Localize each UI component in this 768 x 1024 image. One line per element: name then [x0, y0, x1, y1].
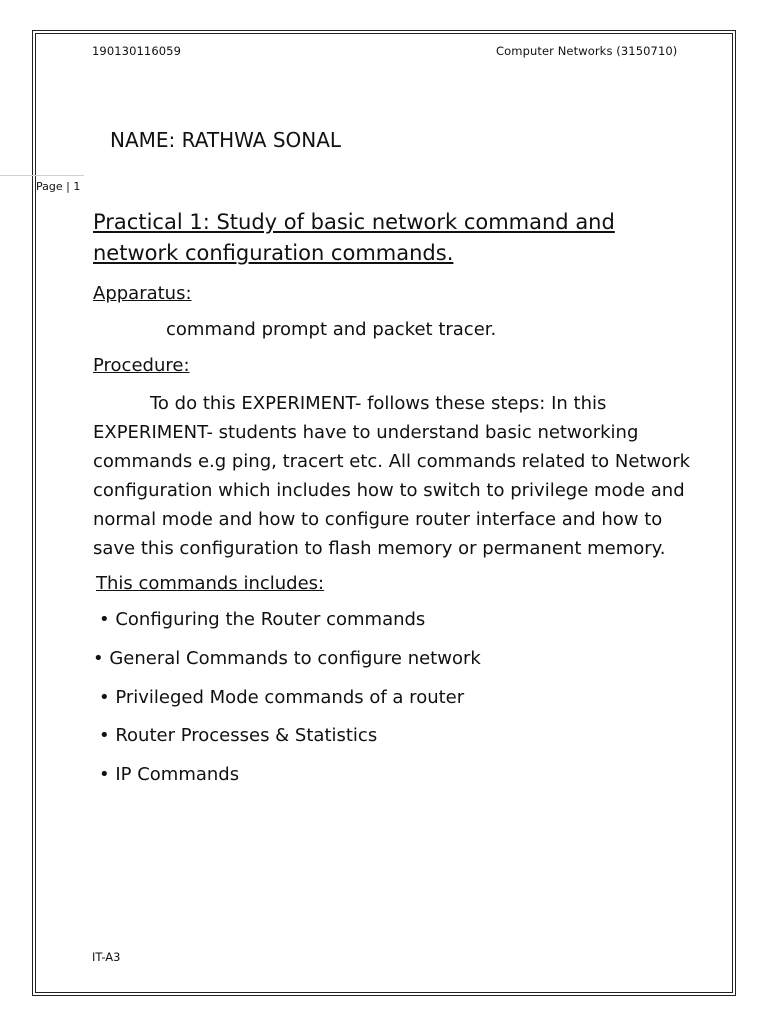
apparatus-heading: Apparatus:: [93, 283, 192, 304]
list-item: • Privileged Mode commands of a router: [99, 686, 465, 708]
document-body: [93, 207, 693, 801]
procedure-paragraph: [93, 389, 693, 563]
footer-class-label: IT-A3: [92, 950, 121, 964]
list-item: • IP Commands: [99, 764, 240, 786]
list-item: • Router Processes & Statistics: [99, 725, 378, 747]
commands-list: [93, 607, 693, 788]
list-item: • Configuring the Router commands: [99, 609, 426, 630]
practical-title: Practical 1: Study of basic network command and network configuration commands.: [93, 210, 615, 265]
procedure-text: To do this EXPERIMENT- follows these steps: In this EXPERIMENT- students have to understand basic networking commands e.g ping, tracert etc. All commands related to Network configuration which includes how to switch to privilege mode and normal mode and how to configure router interface and how to save this configuration to flash memory or permanent memory.: [93, 393, 691, 559]
header-course-title: Computer Networks (3150710): [496, 44, 678, 58]
page-number: Page | 1: [36, 180, 81, 193]
page-number-rule: [0, 175, 84, 176]
student-name: NAME: RATHWA SONAL: [110, 128, 342, 152]
list-item: • General Commands to configure network: [93, 647, 481, 669]
includes-heading: This commands includes:: [96, 573, 325, 594]
procedure-heading: Procedure:: [93, 355, 190, 376]
apparatus-text: command prompt and packet tracer.: [166, 319, 497, 340]
header-enrollment-number: 190130116059: [92, 44, 181, 58]
